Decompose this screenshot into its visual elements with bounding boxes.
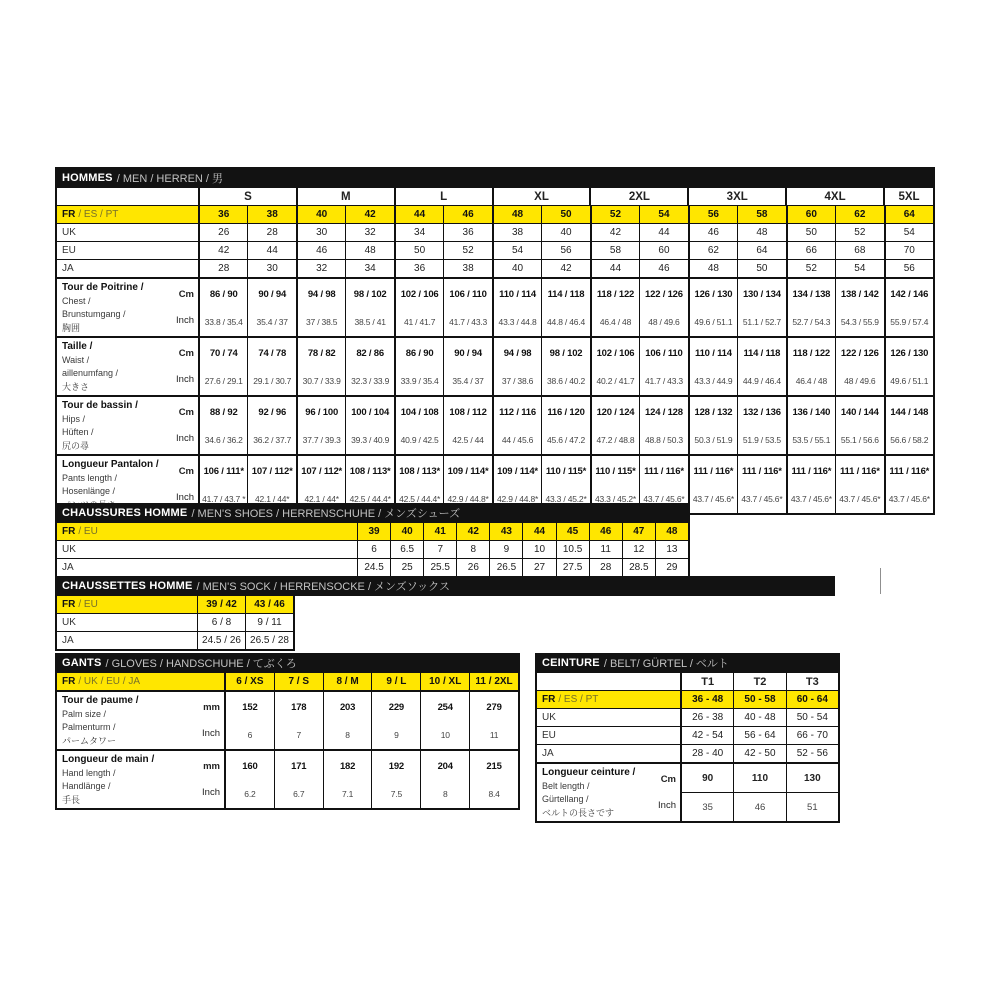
- table-cell: 56 - 64: [733, 727, 785, 744]
- glove-sizes-row: [57, 673, 518, 690]
- unit-inch: Inch: [202, 727, 220, 739]
- table-cell: 114 / 118 44.9 / 46.4: [737, 338, 785, 395]
- table-cell: 24.5 / 26: [197, 632, 245, 649]
- table-cell: 98 / 102 38.5 / 41: [345, 279, 393, 336]
- table-cell: 32: [296, 260, 345, 277]
- table-cell: 66: [786, 242, 835, 259]
- table-cell: 126 / 130 49.6 / 51.1: [884, 338, 933, 395]
- measure-label: Tour de bassin / Hips / Hüften / 尻の尋 Cm Inch: [62, 400, 194, 451]
- measure-label: Longueur ceinture / Belt length / Gürtellang / ベルトの長さです Cm Inch: [542, 767, 676, 818]
- table-cell: 107 / 112* 42.1 / 44*: [296, 456, 345, 513]
- eu-row: [57, 241, 933, 259]
- table-cell: 42 - 54: [680, 727, 733, 744]
- table-cell: 36 - 48: [680, 691, 733, 708]
- size-group-row: [57, 188, 933, 205]
- row-label: JA: [62, 562, 74, 573]
- unit-inch: Inch: [202, 786, 220, 798]
- uk-row: [57, 223, 933, 241]
- measure-label: Longueur Pantalon / Pants length / Hosenlänge / Cm Inch: [62, 459, 194, 503]
- table-cell: 178 7: [274, 692, 323, 749]
- table-cell: 116 / 120 45.6 / 47.2: [541, 397, 589, 454]
- belt-length-inch-row: [680, 792, 838, 821]
- measure-label: Tour de paume / Palm size / Palmenturm / パームタワー mm Inch: [62, 695, 220, 746]
- table-cell: 7 / S: [274, 673, 323, 690]
- table-cell: 50: [541, 206, 589, 223]
- table-cell: 106 / 110 41.7 / 43.3: [443, 279, 491, 336]
- row-label: FR / ES / PT: [542, 694, 599, 705]
- table-cell: 136 / 140 53.5 / 55.1: [786, 397, 835, 454]
- ja-row: [57, 558, 688, 576]
- table-cell: 96 / 100 37.7 / 39.3: [296, 397, 345, 454]
- table-cell: 28: [589, 559, 622, 576]
- table-cell: 40: [296, 206, 345, 223]
- table-cell: 43: [489, 523, 522, 540]
- table-cell: 92 / 96 36.2 / 37.7: [247, 397, 295, 454]
- table-cell: T3: [786, 673, 838, 690]
- table-cell: 28 - 40: [680, 745, 733, 762]
- table-cell: 124 / 128 48.8 / 50.3: [639, 397, 687, 454]
- table-cell: 46: [733, 793, 785, 821]
- table-cell: 52: [786, 260, 835, 277]
- table-cell: 40: [390, 523, 423, 540]
- table-cell: 42 - 50: [733, 745, 785, 762]
- section-title-translations: / MEN'S SHOES / HERRENSCHUHE / メンズシューズ: [191, 508, 461, 520]
- row-label: EU: [62, 245, 76, 256]
- table-cell: 110: [733, 764, 785, 792]
- table-cell: 10: [522, 541, 555, 558]
- table-cell: 11: [589, 541, 622, 558]
- unit-inch: Inch: [176, 314, 194, 326]
- table-cell: 54: [492, 242, 541, 259]
- table-cell: 108 / 113* 42.5 / 44.4*: [345, 456, 393, 513]
- size-group-header: 3XL: [687, 188, 785, 205]
- table-cell: 56: [541, 242, 589, 259]
- measure-label: Taille / Waist / aillenumfang / 大きさ Cm Inch: [62, 341, 194, 392]
- table-cell: 90 / 94 35.4 / 37: [443, 338, 491, 395]
- table-cell: 40 - 48: [733, 709, 785, 726]
- table-cell: 111 / 116* 43.7 / 45.6*: [835, 456, 883, 513]
- row-label: UK: [62, 544, 76, 555]
- size-group-header: M: [296, 188, 394, 205]
- table-cell: 11 / 2XL: [469, 673, 518, 690]
- table-cell: 44: [590, 260, 639, 277]
- table-cell: 6.5: [390, 541, 423, 558]
- table-cell: 46: [688, 224, 737, 241]
- table-cell: 102 / 106 41 / 41.7: [394, 279, 443, 336]
- table-cell: 24.5: [357, 559, 390, 576]
- table-cell: T2: [733, 673, 785, 690]
- table-cell: 50: [394, 242, 443, 259]
- table-cell: 43 / 46: [245, 596, 293, 613]
- unit-cm: Cm: [178, 466, 194, 478]
- table-cell: 12: [622, 541, 655, 558]
- men-socks-table: [55, 576, 835, 651]
- table-cell: 102 / 106 40.2 / 41.7: [590, 338, 639, 395]
- table-cell: 132 / 136 51.9 / 53.5: [737, 397, 785, 454]
- table-cell: 62: [688, 242, 737, 259]
- unit-inch: Inch: [176, 373, 194, 385]
- table-cell: 182 7.1: [323, 751, 372, 808]
- table-cell: 110 / 115* 43.3 / 45.2*: [590, 456, 639, 513]
- palm-size-row: [57, 690, 518, 749]
- table-cell: 111 / 116* 43.7 / 45.6*: [786, 456, 835, 513]
- belt-length-cm-row: [680, 764, 838, 792]
- unit-cm: Cm: [178, 407, 194, 419]
- empty-corner-cell: [537, 673, 680, 690]
- table-cell: 109 / 114* 42.9 / 44.8*: [492, 456, 541, 513]
- shoes-table-body: [55, 523, 690, 578]
- table-cell: 9 / 11: [245, 614, 293, 631]
- table-cell: 26: [456, 559, 489, 576]
- table-cell: 26.5 / 28: [245, 632, 293, 649]
- men-shoes-table: [55, 503, 690, 578]
- table-cell: 112 / 116 44 / 45.6: [492, 397, 541, 454]
- belt-table-body: [535, 673, 840, 823]
- table-cell: 48: [492, 206, 541, 223]
- table-cell: 104 / 108 40.9 / 42.5: [394, 397, 443, 454]
- table-cell: 58: [590, 242, 639, 259]
- table-cell: 54: [835, 260, 883, 277]
- table-cell: 111 / 116* 43.7 / 45.6*: [688, 456, 737, 513]
- table-cell: 111 / 116* 43.7 / 45.6*: [639, 456, 687, 513]
- row-label: JA: [542, 748, 554, 759]
- row-label: UK: [542, 712, 556, 723]
- table-cell: 36: [394, 260, 443, 277]
- table-cell: 48: [688, 260, 737, 277]
- table-cell: 192 7.5: [371, 751, 420, 808]
- table-cell: 38: [247, 206, 295, 223]
- ja-row: [57, 631, 293, 649]
- table-cell: 52: [590, 206, 639, 223]
- size-group-header: L: [394, 188, 492, 205]
- table-cell: T1: [680, 673, 733, 690]
- stray-border-line: [880, 568, 881, 594]
- table-cell: 26 - 38: [680, 709, 733, 726]
- unit-mm: mm: [203, 702, 220, 714]
- table-cell: 106 / 110 41.7 / 43.3: [639, 338, 687, 395]
- table-cell: 50 - 54: [786, 709, 838, 726]
- row-label: FR / EU: [62, 526, 98, 537]
- table-cell: 50: [786, 224, 835, 241]
- belt-size-header-row: [537, 673, 838, 690]
- gloves-section-header: [55, 653, 520, 673]
- table-cell: 110 / 115* 43.3 / 45.2*: [541, 456, 589, 513]
- table-cell: 46: [296, 242, 345, 259]
- table-cell: 90 / 94 35.4 / 37: [247, 279, 295, 336]
- table-cell: 88 / 92 34.6 / 36.2: [198, 397, 247, 454]
- table-cell: 29: [655, 559, 688, 576]
- table-cell: 10.5: [556, 541, 589, 558]
- table-cell: 34: [345, 260, 393, 277]
- table-cell: 30: [296, 224, 345, 241]
- section-title: CHAUSSURES HOMME: [62, 507, 188, 519]
- table-cell: 110 / 114 43.3 / 44.8: [492, 279, 541, 336]
- section-title: HOMMES: [62, 171, 113, 184]
- measure-label: Longueur de main / Hand length / Handlänge / 手長 mm Inch: [62, 754, 220, 805]
- table-cell: 42: [456, 523, 489, 540]
- table-cell: 48: [655, 523, 688, 540]
- unit-inch: Inch: [658, 799, 676, 811]
- table-cell: 82 / 86 32.3 / 33.9: [345, 338, 393, 395]
- section-title: GANTS: [62, 657, 102, 669]
- uk-row: [537, 708, 838, 726]
- waist-row: [57, 336, 933, 395]
- table-cell: 90: [680, 764, 733, 792]
- table-cell: 42: [198, 242, 247, 259]
- table-cell: 70: [884, 242, 933, 259]
- row-label: FR / EU: [62, 599, 98, 610]
- table-cell: 39 / 42: [197, 596, 245, 613]
- table-cell: 86 / 90 33.9 / 35.4: [394, 338, 443, 395]
- table-cell: 56: [884, 260, 933, 277]
- row-label: UK: [62, 617, 76, 628]
- table-cell: 6 / XS: [224, 673, 274, 690]
- socks-table-body: [55, 596, 295, 651]
- section-title: CEINTURE: [542, 657, 600, 669]
- table-cell: 6: [357, 541, 390, 558]
- belt-length-row: [537, 762, 838, 821]
- table-cell: 126 / 130 49.6 / 51.1: [688, 279, 737, 336]
- table-cell: 36: [443, 224, 491, 241]
- belt-length-values: [680, 764, 838, 821]
- table-cell: 140 / 144 55.1 / 56.6: [835, 397, 883, 454]
- section-title-translations: / BELT/ GÜRTEL / ベルト: [603, 658, 729, 670]
- table-cell: 28: [247, 224, 295, 241]
- table-cell: 122 / 126 48 / 49.6: [639, 279, 687, 336]
- unit-mm: mm: [203, 761, 220, 773]
- table-cell: 52: [443, 242, 491, 259]
- table-cell: 111 / 116* 43.7 / 45.6*: [884, 456, 933, 513]
- table-cell: 41: [423, 523, 456, 540]
- gloves-table-body: [55, 673, 520, 810]
- table-cell: 30: [247, 260, 295, 277]
- table-cell: 130: [786, 764, 838, 792]
- table-cell: 122 / 126 48 / 49.6: [835, 338, 883, 395]
- uk-row: [57, 540, 688, 558]
- table-cell: 64: [737, 242, 785, 259]
- belt-table: [535, 653, 840, 823]
- table-cell: 109 / 114* 42.9 / 44.8*: [443, 456, 491, 513]
- table-cell: 144 / 148 56.6 / 58.2: [884, 397, 933, 454]
- row-label: UK: [62, 227, 76, 238]
- table-cell: 138 / 142 54.3 / 55.9: [835, 279, 883, 336]
- table-cell: 108 / 112 42.5 / 44: [443, 397, 491, 454]
- table-cell: 7: [423, 541, 456, 558]
- fr-eu-row: [57, 596, 293, 613]
- table-cell: 6 / 8: [197, 614, 245, 631]
- table-cell: 38: [443, 260, 491, 277]
- table-cell: 160 6.2: [224, 751, 274, 808]
- row-label: FR / ES / PT: [62, 209, 119, 220]
- table-cell: 40: [492, 260, 541, 277]
- hand-length-row: [57, 749, 518, 808]
- size-group-header: XL: [492, 188, 590, 205]
- fr-es-pt-row: [537, 690, 838, 708]
- section-title-translations: / MEN'S SOCK / HERRENSOCKE / メンズソックス: [196, 581, 451, 593]
- table-cell: 98 / 102 38.6 / 40.2: [541, 338, 589, 395]
- table-cell: 44: [522, 523, 555, 540]
- table-cell: 42: [345, 206, 393, 223]
- section-title-translations: / MEN / HERREN / 男: [116, 172, 224, 185]
- table-cell: 111 / 116* 43.7 / 45.6*: [737, 456, 785, 513]
- table-cell: 58: [737, 206, 785, 223]
- table-cell: 27.5: [556, 559, 589, 576]
- table-cell: 229 9: [371, 692, 420, 749]
- table-cell: 204 8: [420, 751, 469, 808]
- unit-cm: Cm: [178, 289, 194, 301]
- table-cell: 50: [737, 260, 785, 277]
- table-cell: 100 / 104 39.3 / 40.9: [345, 397, 393, 454]
- socks-section-header: [55, 576, 835, 596]
- men-size-table: [55, 167, 935, 515]
- table-cell: 128 / 132 50.3 / 51.9: [688, 397, 737, 454]
- table-cell: 120 / 124 47.2 / 48.8: [590, 397, 639, 454]
- table-cell: 28: [198, 260, 247, 277]
- table-cell: 51: [786, 793, 838, 821]
- table-cell: 254 10: [420, 692, 469, 749]
- table-cell: 130 / 134 51.1 / 52.7: [737, 279, 785, 336]
- table-cell: 46: [589, 523, 622, 540]
- table-cell: 52: [835, 224, 883, 241]
- table-cell: 44: [247, 242, 295, 259]
- table-cell: 42: [541, 260, 589, 277]
- table-cell: 279 11: [469, 692, 518, 749]
- table-cell: 68: [835, 242, 883, 259]
- eu-row: [537, 726, 838, 744]
- row-label: FR / UK / EU / JA: [62, 676, 141, 687]
- table-cell: 34: [394, 224, 443, 241]
- table-cell: 107 / 112* 42.1 / 44*: [247, 456, 295, 513]
- table-cell: 171 6.7: [274, 751, 323, 808]
- table-cell: 44: [394, 206, 443, 223]
- section-title-translations: / GLOVES / HANDSCHUHE / てぶくろ: [105, 658, 297, 670]
- uk-row: [57, 613, 293, 631]
- unit-cm: Cm: [178, 348, 194, 360]
- table-cell: 152 6: [224, 692, 274, 749]
- hips-row: [57, 395, 933, 454]
- table-cell: 64: [884, 206, 933, 223]
- row-label: JA: [62, 635, 74, 646]
- table-cell: 106 / 111* 41.7 / 43.7 *: [198, 456, 247, 513]
- ja-row: [537, 744, 838, 762]
- table-cell: 27: [522, 559, 555, 576]
- table-cell: 110 / 114 43.3 / 44.9: [688, 338, 737, 395]
- table-cell: 46: [639, 260, 687, 277]
- fr-eu-row: [57, 523, 688, 540]
- table-cell: 45: [556, 523, 589, 540]
- table-cell: 215 8.4: [469, 751, 518, 808]
- chest-row: [57, 277, 933, 336]
- table-cell: 114 / 118 44.8 / 46.4: [541, 279, 589, 336]
- table-cell: 108 / 113* 42.5 / 44.4*: [394, 456, 443, 513]
- size-group-header: 5XL: [883, 188, 933, 205]
- table-cell: 142 / 146 55.9 / 57.4: [884, 279, 933, 336]
- size-group-header: 4XL: [785, 188, 883, 205]
- size-group-header: 2XL: [589, 188, 687, 205]
- measure-label: Tour de Poitrine / Chest / Brunstumgang / 胸囲 Cm Inch: [62, 282, 194, 333]
- table-cell: 60 - 64: [786, 691, 838, 708]
- table-cell: 9 / L: [371, 673, 420, 690]
- table-cell: 42: [590, 224, 639, 241]
- table-cell: 78 / 82 30.7 / 33.9: [296, 338, 345, 395]
- table-cell: 60: [786, 206, 835, 223]
- table-cell: 8: [456, 541, 489, 558]
- table-cell: 9: [489, 541, 522, 558]
- table-cell: 44: [639, 224, 687, 241]
- belt-section-header: [535, 653, 840, 673]
- table-cell: 94 / 98 37 / 38.6: [492, 338, 541, 395]
- table-cell: 54: [639, 206, 687, 223]
- table-cell: 203 8: [323, 692, 372, 749]
- table-cell: 39: [357, 523, 390, 540]
- table-cell: 38: [492, 224, 541, 241]
- table-cell: 13: [655, 541, 688, 558]
- table-cell: 47: [622, 523, 655, 540]
- ja-row: [57, 259, 933, 277]
- table-cell: 10 / XL: [420, 673, 469, 690]
- table-cell: 28.5: [622, 559, 655, 576]
- table-cell: 40: [541, 224, 589, 241]
- section-title: CHAUSSETTES HOMME: [62, 580, 193, 592]
- row-label: EU: [542, 730, 556, 741]
- table-cell: 62: [835, 206, 883, 223]
- fr-es-pt-row: [57, 205, 933, 223]
- table-cell: 118 / 122 46.4 / 48: [590, 279, 639, 336]
- table-cell: 48: [737, 224, 785, 241]
- table-cell: 36: [198, 206, 247, 223]
- table-cell: 25: [390, 559, 423, 576]
- table-cell: 134 / 138 52.7 / 54.3: [786, 279, 835, 336]
- table-cell: 25.5: [423, 559, 456, 576]
- table-cell: 94 / 98 37 / 38.5: [296, 279, 345, 336]
- table-cell: 48: [345, 242, 393, 259]
- unit-inch: Inch: [176, 432, 194, 444]
- men-section-header: [55, 167, 935, 188]
- row-label: JA: [62, 263, 74, 274]
- table-cell: 46: [443, 206, 491, 223]
- table-cell: 50 - 58: [733, 691, 785, 708]
- table-cell: 35: [680, 793, 733, 821]
- table-cell: 8 / M: [323, 673, 372, 690]
- table-cell: 86 / 90 33.8 / 35.4: [198, 279, 247, 336]
- men-table-body: [55, 188, 935, 515]
- shoes-section-header: [55, 503, 690, 523]
- size-group-header: S: [198, 188, 296, 205]
- table-cell: 118 / 122 46.4 / 48: [786, 338, 835, 395]
- table-cell: 60: [639, 242, 687, 259]
- table-cell: 26.5: [489, 559, 522, 576]
- unit-cm: Cm: [660, 774, 676, 786]
- table-cell: 66 - 70: [786, 727, 838, 744]
- table-cell: 32: [345, 224, 393, 241]
- table-cell: 70 / 74 27.6 / 29.1: [198, 338, 247, 395]
- empty-corner-cell: [57, 188, 198, 205]
- table-cell: 52 - 56: [786, 745, 838, 762]
- table-cell: 56: [688, 206, 737, 223]
- table-cell: 26: [198, 224, 247, 241]
- table-cell: 54: [884, 224, 933, 241]
- unit-inch: Inch: [176, 491, 194, 503]
- table-cell: 74 / 78 29.1 / 30.7: [247, 338, 295, 395]
- gloves-table: [55, 653, 520, 810]
